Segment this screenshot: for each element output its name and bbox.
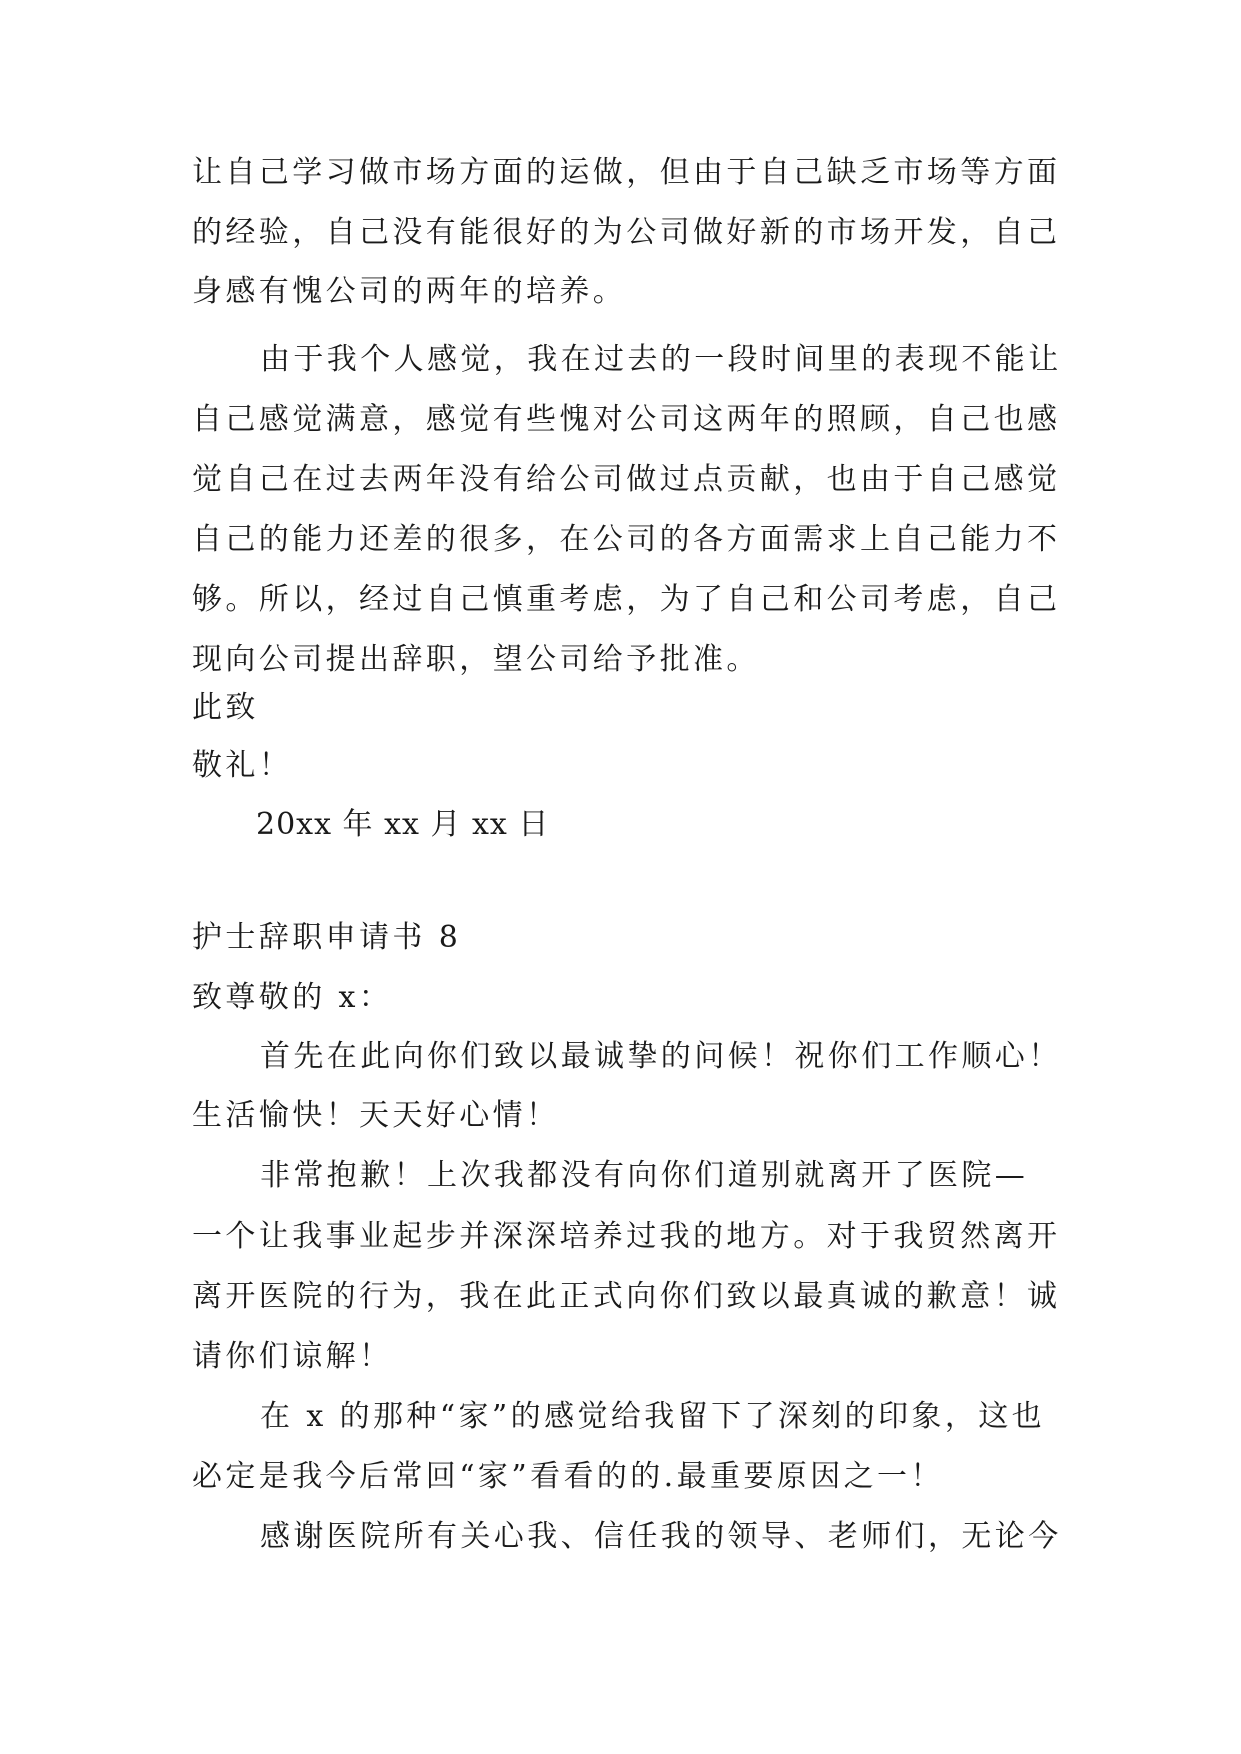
body-text-line: 自己的能力还差的很多，在公司的各方面需求上自己能力不 (192, 522, 1061, 557)
body-text-line: 够。所以，经过自己慎重考虑，为了自己和公司考虑，自己 (192, 582, 1061, 617)
body-text-line: 必定是我今后常回“家”看看的的.最重要原因之一！ (192, 1459, 944, 1494)
body-text-line: 让自己学习做市场方面的运做，但由于自己缺乏市场等方面 (192, 155, 1061, 190)
body-text-line: 的经验，自己没有能很好的为公司做好新的市场开发，自己 (192, 215, 1061, 250)
addressee-line: 致尊敬的 x： (192, 980, 393, 1015)
paragraph-start-line: 首先在此向你们致以最诚挚的问候！祝你们工作顺心！ (260, 1039, 1062, 1074)
paragraph-start-line: 非常抱歉！上次我都没有向你们道别就离开了医院— (260, 1158, 1029, 1193)
closing-line: 此致 (192, 690, 259, 725)
section-heading: 护士辞职申请书 8 (192, 920, 462, 955)
paragraph-start-line: 由于我个人感觉，我在过去的一段时间里的表现不能让 (260, 342, 1062, 377)
paragraph-start-line: 感谢医院所有关心我、信任我的领导、老师们，无论今 (260, 1519, 1062, 1554)
body-text-line: 现向公司提出辞职，望公司给予批准。 (192, 642, 760, 677)
body-text-line: 身感有愧公司的两年的培养。 (192, 274, 627, 309)
paragraph-start-line: 在 x 的那种“家”的感觉给我留下了深刻的印象，这也 (260, 1399, 1046, 1434)
date-line: 20xx 年 xx 月 xx 日 (256, 807, 550, 842)
body-text-line: 离开医院的行为，我在此正式向你们致以最真诚的歉意！诚 (192, 1279, 1061, 1314)
body-text-line: 生活愉快！天天好心情！ (192, 1098, 560, 1133)
salutation-line: 敬礼！ (192, 748, 293, 783)
body-text-line: 觉自己在过去两年没有给公司做过点贡献，也由于自己感觉 (192, 462, 1061, 497)
body-text-line: 请你们谅解！ (192, 1339, 393, 1374)
body-text-line: 自己感觉满意，感觉有些愧对公司这两年的照顾，自己也感 (192, 402, 1061, 437)
body-text-line: 一个让我事业起步并深深培养过我的地方。对于我贸然离开 (192, 1219, 1061, 1254)
